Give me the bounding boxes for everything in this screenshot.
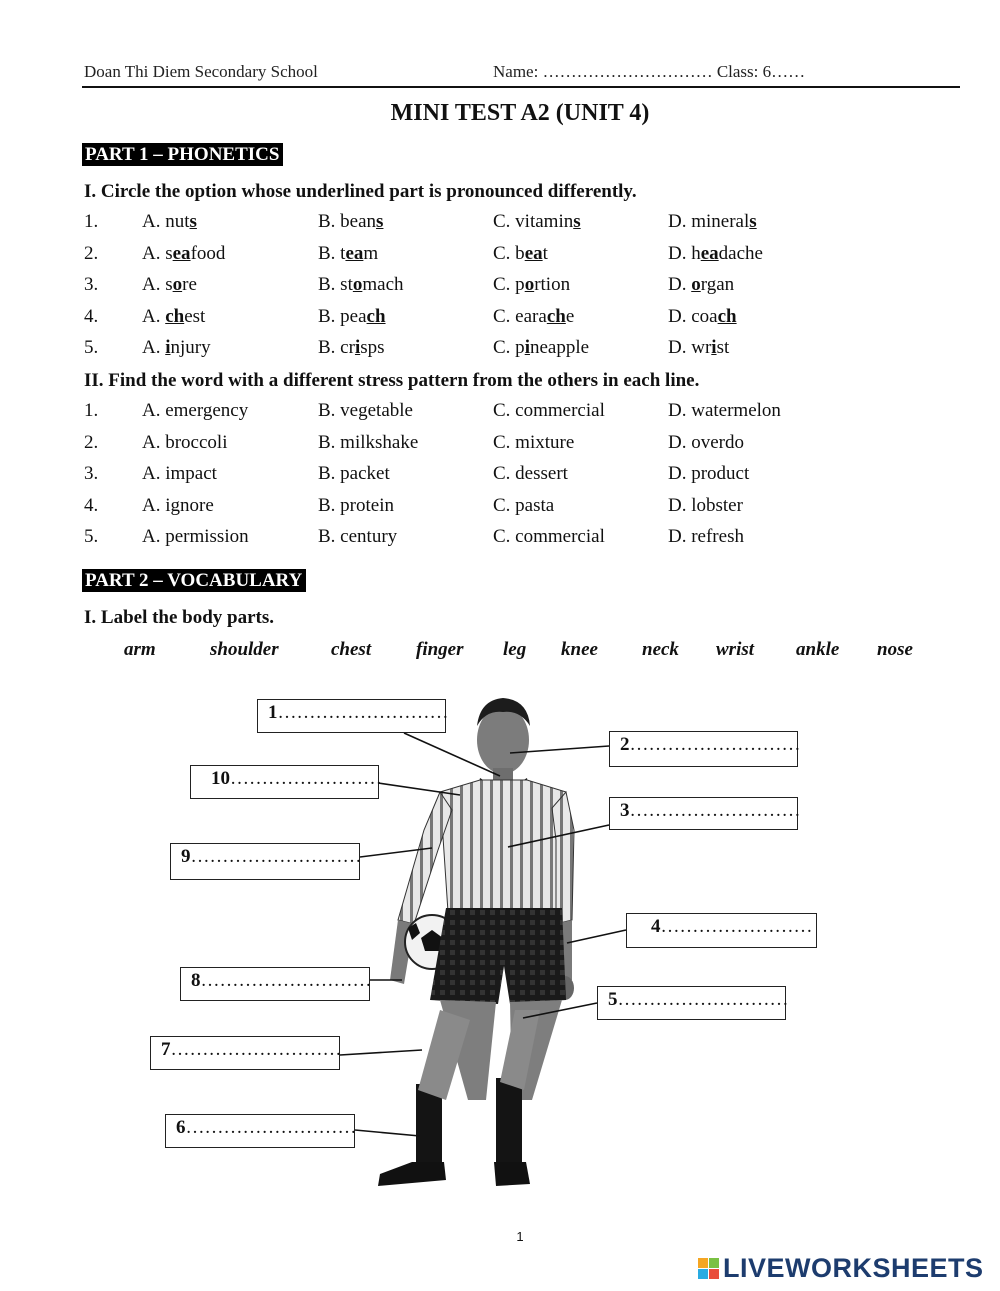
label-number: 5	[608, 989, 618, 1010]
label-box-3[interactable]	[609, 797, 801, 830]
part2-heading: PART 2 – VOCABULARY	[82, 569, 306, 592]
question-number: 2.	[84, 242, 99, 264]
part1-sec1-instruction: I. Circle the option whose underlined part is pronounced differently.	[84, 181, 637, 202]
answer-option[interactable]: B. century	[318, 526, 398, 547]
answer-option[interactable]: C. earache	[493, 305, 575, 327]
logo-cube-icon	[698, 1258, 719, 1279]
question-number: 4.	[84, 494, 99, 516]
answer-option[interactable]: A. seafood	[142, 242, 226, 264]
underlined-sound: s	[376, 211, 384, 232]
part1-heading: PART 1 – PHONETICS	[82, 143, 283, 166]
label-blank: ………………………	[190, 846, 362, 867]
underlined-sound: s	[749, 211, 757, 232]
label-box-8[interactable]	[180, 967, 370, 1001]
answer-option[interactable]: A. broccoli	[142, 431, 228, 453]
underlined-sound: ch	[366, 305, 386, 327]
stress-question-row	[84, 432, 964, 462]
answer-option[interactable]: B. team	[318, 242, 379, 264]
underlined-sound: o	[352, 274, 363, 295]
page-title: MINI TEST A2 (UNIT 4)	[390, 100, 650, 126]
label-blank: ……………………	[660, 916, 813, 937]
answer-option[interactable]: C. vitamins	[493, 211, 581, 232]
question-number: 1.	[84, 400, 99, 421]
underlined-sound: o	[172, 274, 183, 295]
underlined-sound: i	[711, 337, 717, 358]
underlined-sound: ea	[524, 242, 543, 264]
question-number: 4.	[84, 305, 99, 327]
answer-option[interactable]: C. beat	[493, 242, 548, 264]
underlined-sound: o	[524, 274, 535, 295]
underlined-sound: ea	[172, 242, 191, 264]
label-number: 2	[620, 734, 630, 755]
label-number: 8	[191, 970, 201, 991]
answer-option[interactable]: D. headache	[668, 242, 763, 264]
underlined-sound: i	[165, 337, 171, 358]
answer-option[interactable]: D. organ	[668, 274, 735, 295]
label-blank: ………………………	[185, 1117, 357, 1138]
stress-question-row	[84, 526, 964, 556]
stress-question-row	[84, 463, 964, 493]
answer-option[interactable]: C. commercial	[493, 400, 605, 421]
name-class-field: Name: ………………………… Class: 6……	[493, 62, 806, 81]
label-box-1[interactable]	[257, 699, 449, 733]
phonetics-question-row	[84, 337, 964, 367]
answer-option[interactable]: B. milkshake	[318, 431, 419, 453]
word-bank-item: neck	[642, 639, 679, 660]
label-box-10[interactable]	[190, 765, 382, 799]
underlined-sound: ch	[717, 305, 737, 327]
answer-option[interactable]: C. pasta	[493, 494, 555, 516]
underlined-sound: ea	[700, 242, 719, 264]
underlined-sound: ea	[345, 242, 364, 264]
label-blank: ………………………	[277, 702, 449, 723]
word-bank-item: ankle	[796, 639, 840, 660]
answer-option[interactable]: A. impact	[142, 463, 217, 484]
answer-option[interactable]: A. permission	[142, 526, 249, 547]
label-number: 3	[620, 800, 630, 821]
answer-option[interactable]: C. portion	[493, 274, 571, 295]
answer-option[interactable]: D. watermelon	[668, 400, 781, 421]
word-bank-item: leg	[503, 639, 527, 660]
label-number: 7	[161, 1039, 171, 1060]
answer-option[interactable]: A. emergency	[142, 400, 249, 421]
shorts	[430, 908, 566, 1004]
answer-option[interactable]: B. stomach	[318, 274, 404, 295]
part1-sec2-instruction: II. Find the word with a different stress pattern from the others in each line.	[84, 370, 700, 391]
word-bank-item: finger	[416, 639, 464, 660]
part2-instruction: I. Label the body parts.	[84, 607, 275, 628]
header-divider	[82, 86, 960, 88]
soccer-player-illustration	[0, 680, 1000, 1200]
answer-option[interactable]: A. nuts	[142, 211, 197, 232]
right-boot	[494, 1162, 530, 1186]
word-bank-item: knee	[561, 639, 598, 660]
label-blank: ………………………	[617, 989, 789, 1010]
label-box-2[interactable]	[609, 731, 801, 767]
liveworksheets-logo[interactable]	[698, 1253, 984, 1283]
right-sock	[496, 1078, 522, 1166]
label-blank: ……………………	[230, 768, 382, 789]
answer-option[interactable]: B. beans	[318, 211, 384, 232]
question-number: 3.	[84, 274, 99, 295]
label-blank: ………………………	[200, 970, 372, 991]
underlined-sound: s	[189, 211, 197, 232]
word-bank	[0, 639, 1000, 665]
shirt	[440, 780, 566, 912]
answer-option[interactable]: B. crisps	[318, 337, 385, 358]
answer-option[interactable]: D. wrist	[668, 337, 730, 358]
question-number: 3.	[84, 463, 99, 484]
phonetics-question-row	[84, 306, 964, 336]
word-bank-item: arm	[124, 639, 156, 660]
answer-option[interactable]: A. chest	[142, 305, 206, 327]
page-number: 1	[516, 1229, 524, 1244]
label-number: 4	[651, 916, 661, 937]
answer-option[interactable]: B. protein	[318, 494, 394, 516]
label-number: 9	[181, 846, 191, 867]
answer-option[interactable]: D. product	[668, 463, 750, 484]
word-bank-item: chest	[331, 639, 372, 660]
answer-option[interactable]: D. minerals	[668, 211, 757, 232]
label-blank: ………………………	[629, 800, 801, 821]
underlined-sound: ch	[165, 305, 185, 327]
answer-option[interactable]: C. commercial	[493, 526, 605, 547]
question-number: 2.	[84, 431, 99, 453]
answer-option[interactable]: A. sore	[142, 274, 197, 295]
label-blank: ………………………	[170, 1039, 342, 1060]
answer-option[interactable]: C. mixture	[493, 431, 575, 453]
stress-question-row	[84, 495, 964, 525]
underlined-sound: i	[524, 337, 530, 358]
answer-option[interactable]: D. refresh	[668, 526, 744, 547]
school-name: Doan Thi Diem Secondary School	[84, 62, 318, 81]
label-box-5[interactable]	[597, 986, 789, 1020]
label-box-4[interactable]	[626, 913, 817, 948]
label-number: 6	[176, 1117, 186, 1138]
question-number: 5.	[84, 337, 99, 358]
answer-option[interactable]: D. coach	[668, 305, 737, 327]
word-bank-item: nose	[877, 639, 913, 660]
label-number: 10	[211, 768, 230, 789]
answer-option[interactable]: C. pineapple	[493, 337, 590, 358]
question-number: 1.	[84, 211, 99, 232]
question-number: 5.	[84, 526, 99, 547]
phonetics-question-row	[84, 243, 964, 273]
underlined-sound: o	[691, 274, 701, 295]
answer-option[interactable]: B. peach	[318, 305, 386, 327]
answer-option[interactable]: B. packet	[318, 463, 390, 484]
underlined-sound: i	[354, 337, 361, 358]
left-boot	[378, 1162, 446, 1186]
phonetics-question-row	[84, 274, 964, 304]
logo-text: LIVEWORKSHEETS	[723, 1252, 984, 1283]
stress-question-row	[84, 400, 964, 430]
label-box-6[interactable]	[165, 1114, 355, 1148]
answer-option[interactable]: C. dessert	[493, 463, 568, 484]
answer-option[interactable]: D. lobster	[668, 494, 743, 516]
answer-option[interactable]: B. vegetable	[318, 400, 413, 421]
word-bank-item: shoulder	[210, 639, 279, 660]
underlined-sound: s	[573, 211, 581, 232]
word-bank-item: wrist	[716, 639, 755, 660]
label-number: 1	[268, 702, 278, 723]
phonetics-question-row	[84, 211, 964, 241]
label-box-7[interactable]	[150, 1036, 340, 1070]
answer-option[interactable]: A. ignore	[142, 494, 214, 516]
label-blank: ………………………	[629, 734, 801, 755]
answer-option[interactable]: D. overdo	[668, 431, 744, 453]
underlined-sound: ch	[546, 305, 566, 327]
label-box-9[interactable]	[170, 843, 360, 880]
answer-option[interactable]: A. injury	[142, 337, 211, 358]
